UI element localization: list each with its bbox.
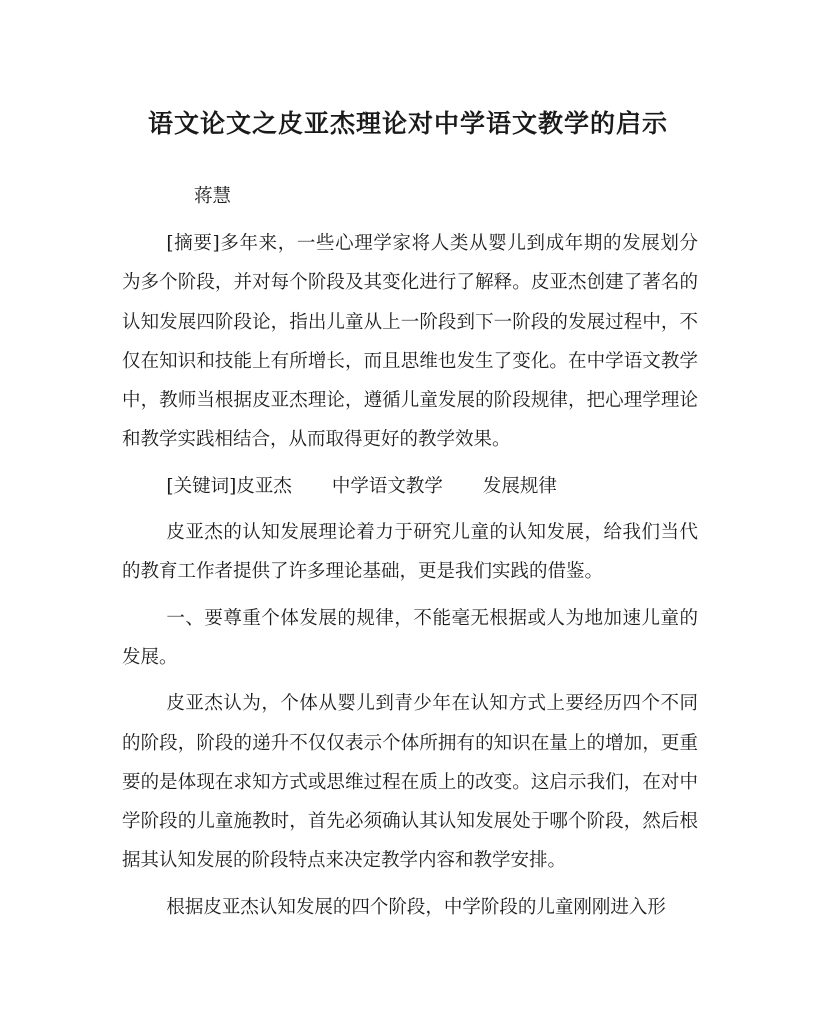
body-paragraph-2: 皮亚杰认为，个体从婴儿到青少年在认知方式上要经历四个不同的阶段，阶段的递升不仅仅表示个体所拥有的知识在量上的增加，更重要的是体现在求知方式或思维过程在质上的改变。这启示我们，在对中学阶段的儿童施教时，首先必须确认其认知发展处于哪个阶段，然后根据其认知发展的阶段特点来决定教学内容和教学安排。 — [122, 693, 698, 872]
keyword-1: 皮亚杰 — [236, 475, 292, 497]
keywords-line — [122, 467, 698, 506]
document-body — [122, 224, 698, 927]
body-paragraph-1: 皮亚杰的认知发展理论着力于研究儿童的认知发展，给我们当代的教育工作者提供了许多理论基础，更是我们实践的借鉴。 — [122, 522, 698, 583]
section-heading-1: 一、要尊重个体发展的规律，不能毫无根据或人为地加速儿童的发展。 — [122, 607, 698, 668]
author-name: 蒋慧 — [194, 186, 232, 207]
document-title: 语文论文之皮亚杰理论对中学语文教学的启示 — [147, 109, 668, 138]
keyword-3: 发展规律 — [482, 475, 557, 497]
keywords-label: [关键词] — [166, 475, 237, 497]
body-paragraph-3: 根据皮亚杰认知发展的四个阶段，中学阶段的儿童刚刚进入形 — [166, 896, 666, 918]
keyword-2: 中学语文教学 — [331, 475, 443, 497]
abstract-paragraph: [摘要]多年来，一些心理学家将人类从婴儿到成年期的发展划分为多个阶段，并对每个阶段及其变化进行了解释。皮亚杰创建了著名的认知发展四阶段论，指出儿童从上一阶段到下一阶段的发展过程中，不仅在知识和技能上有所增长，而且思维也发生了变化。在中学语文教学中，教师当根据皮亚杰理论，遵循儿童发展的阶段规律，把心理学理论和教学实践相结合，从而取得更好的教学效果。 — [122, 233, 698, 451]
